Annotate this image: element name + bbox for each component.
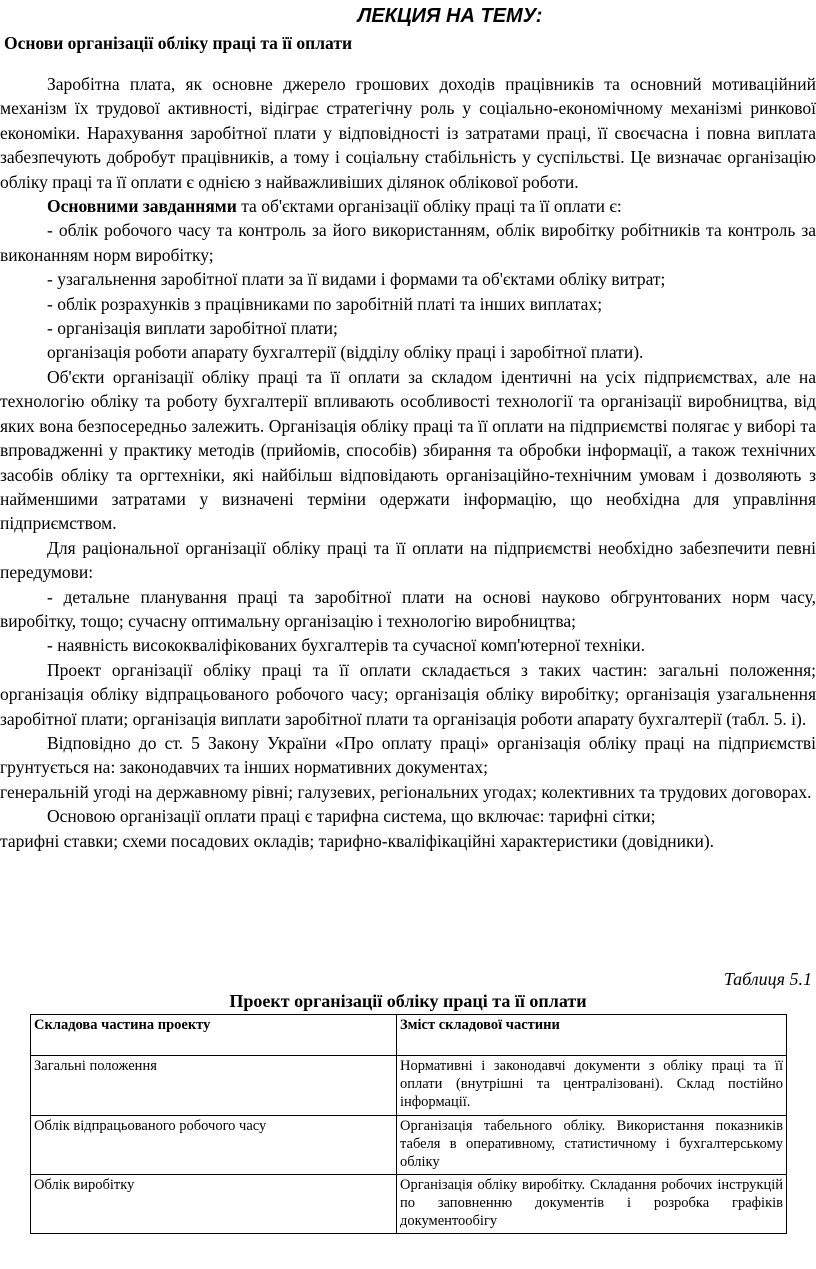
table-title: Проект організації обліку праці та її оплати [229,991,587,1011]
objects-paragraph: Об'єкти організації обліку праці та її оплати за складом ідентичні на усіх підприємствах, але на технологію обліку та роботу бухгалтерії впливають особливості технології та організації виробництва, від яких вона безпосередньо залежить. Організація обліку праці та її оплати на підприємстві полягає у виборі та впровадженні у практику методів (прийомів, способів) збирання та обробки інформації, а також технічних засобів обліку та оргтехніки, які найбільш відповідають організаційно-технічним умовам і дозволяють з найменшими затратами у визначені терміни одержати інформацію, що необхідна для управління підприємством. [0,366,816,534]
topic-title: Основи організації обліку праці та її оплати [4,33,353,53]
table-row [31,1116,787,1175]
table-header-cell: Зміст складової частини [397,1015,787,1056]
table-cell-content: Організація обліку виробітку. Складання робочих інструкцій по заповненню документів і розробка графіків документообігу [397,1175,787,1234]
table-cell-content: Організація табельного обліку. Використання показників табеля в оперативному, статистичному і бухгалтерському обліку [397,1116,787,1175]
table-cell-part: Облік відпрацьованого робочого часу [31,1116,397,1175]
intro-paragraph: Заробітна плата, як основне джерело грошових доходів працівників та основний мотиваційний механізм їх трудової активності, відіграє стратегічну роль у соціально-економічному механізмі ринкової економіки. Нарахування заробітної плати у відповідності із затратами праці, її своєчасна і повна виплата забезпечують добробут працівників, а тому і соціальну стабільність у суспільстві. Це визначає організацію обліку праці та її оплати є однією з найважливіших ділянок облікової роботи. [0,74,816,192]
table-cell-content: Нормативні і законодавчі документи з обліку праці та її оплати (внутрішні та централізовані). Склад постійно інформації. [397,1056,787,1116]
tasks-intro [0,194,816,218]
table-row [31,1056,787,1116]
tariff-paragraph: Основою організації оплати праці є тарифна система, що включає: тарифні сітки; [47,806,656,827]
table-header-cell: Складова частина проекту [31,1015,397,1056]
table-header-row [31,1015,787,1056]
prerequisite-item: - наявність висококваліфікованих бухгалтерів та сучасної комп'ютерної техніки. [47,635,646,656]
tariff-paragraph-continuation: тарифні ставки; схеми посадових окладів; тарифно-кваліфікаційні характеристики (довідники). [0,830,715,851]
project-paragraph: Проект організації обліку праці та її оплати складається з таких частин: загальні положення; організація обліку відпрацьованого робочого часу; організація обліку виробітку; організація узагальнення заробітної плати; організація виплати заробітної плати та організація роботи апарату бухгалтерії (табл. 5. і). [0,659,816,729]
project-table [30,1014,787,1234]
task-item: - облік розрахунків з працівниками по заробітній платі та інших виплатах; [47,293,603,314]
tasks-intro-rest: та об'єктами організації обліку праці та її оплати є: [236,196,622,217]
prerequisites-paragraph: Для раціональної організації обліку праці та її оплати на підприємстві необхідно забезпечити певні передумови: [0,537,816,583]
table-reference: Таблиця 5.1 [723,969,812,989]
prerequisite-item: - детальне планування праці та заробітної плати на основі науково обгрунтованих норм часу, виробітку, тощо; сучасну оптимальну організацію і технологію виробництва; [0,586,816,631]
table-row [31,1175,787,1234]
table-cell-part: Облік виробітку [31,1175,397,1234]
lecture-title: ЛЕКЦИЯ НА ТЕМУ: [357,5,543,27]
table-cell-part: Загальні положення [31,1056,397,1116]
document-body [0,72,816,853]
law-paragraph: Відповідно до ст. 5 Закону України «Про оплату праці» організація обліку праці на підприємстві грунтується на: законодавчих та інших нормативних документах; [0,732,816,778]
tasks-bold-label: Основними завданнями [47,196,237,217]
task-item: - облік робочого часу та контроль за його використанням, облік виробітку робітників та контроль за виконанням норм виробітку; [0,220,816,265]
task-item: - організація виплати заробітної плати; [47,318,338,339]
task-item: - узагальнення заробітної плати за її видами і формами та об'єктами обліку витрат; [47,269,666,290]
task-item: організація роботи апарату бухгалтерії (відділу обліку праці і заробітної плати). [47,342,644,363]
law-paragraph-continuation: генеральній угоді на державному рівні; галузевих, регіональних угодах; колективних та трудових договорах. [0,781,812,802]
